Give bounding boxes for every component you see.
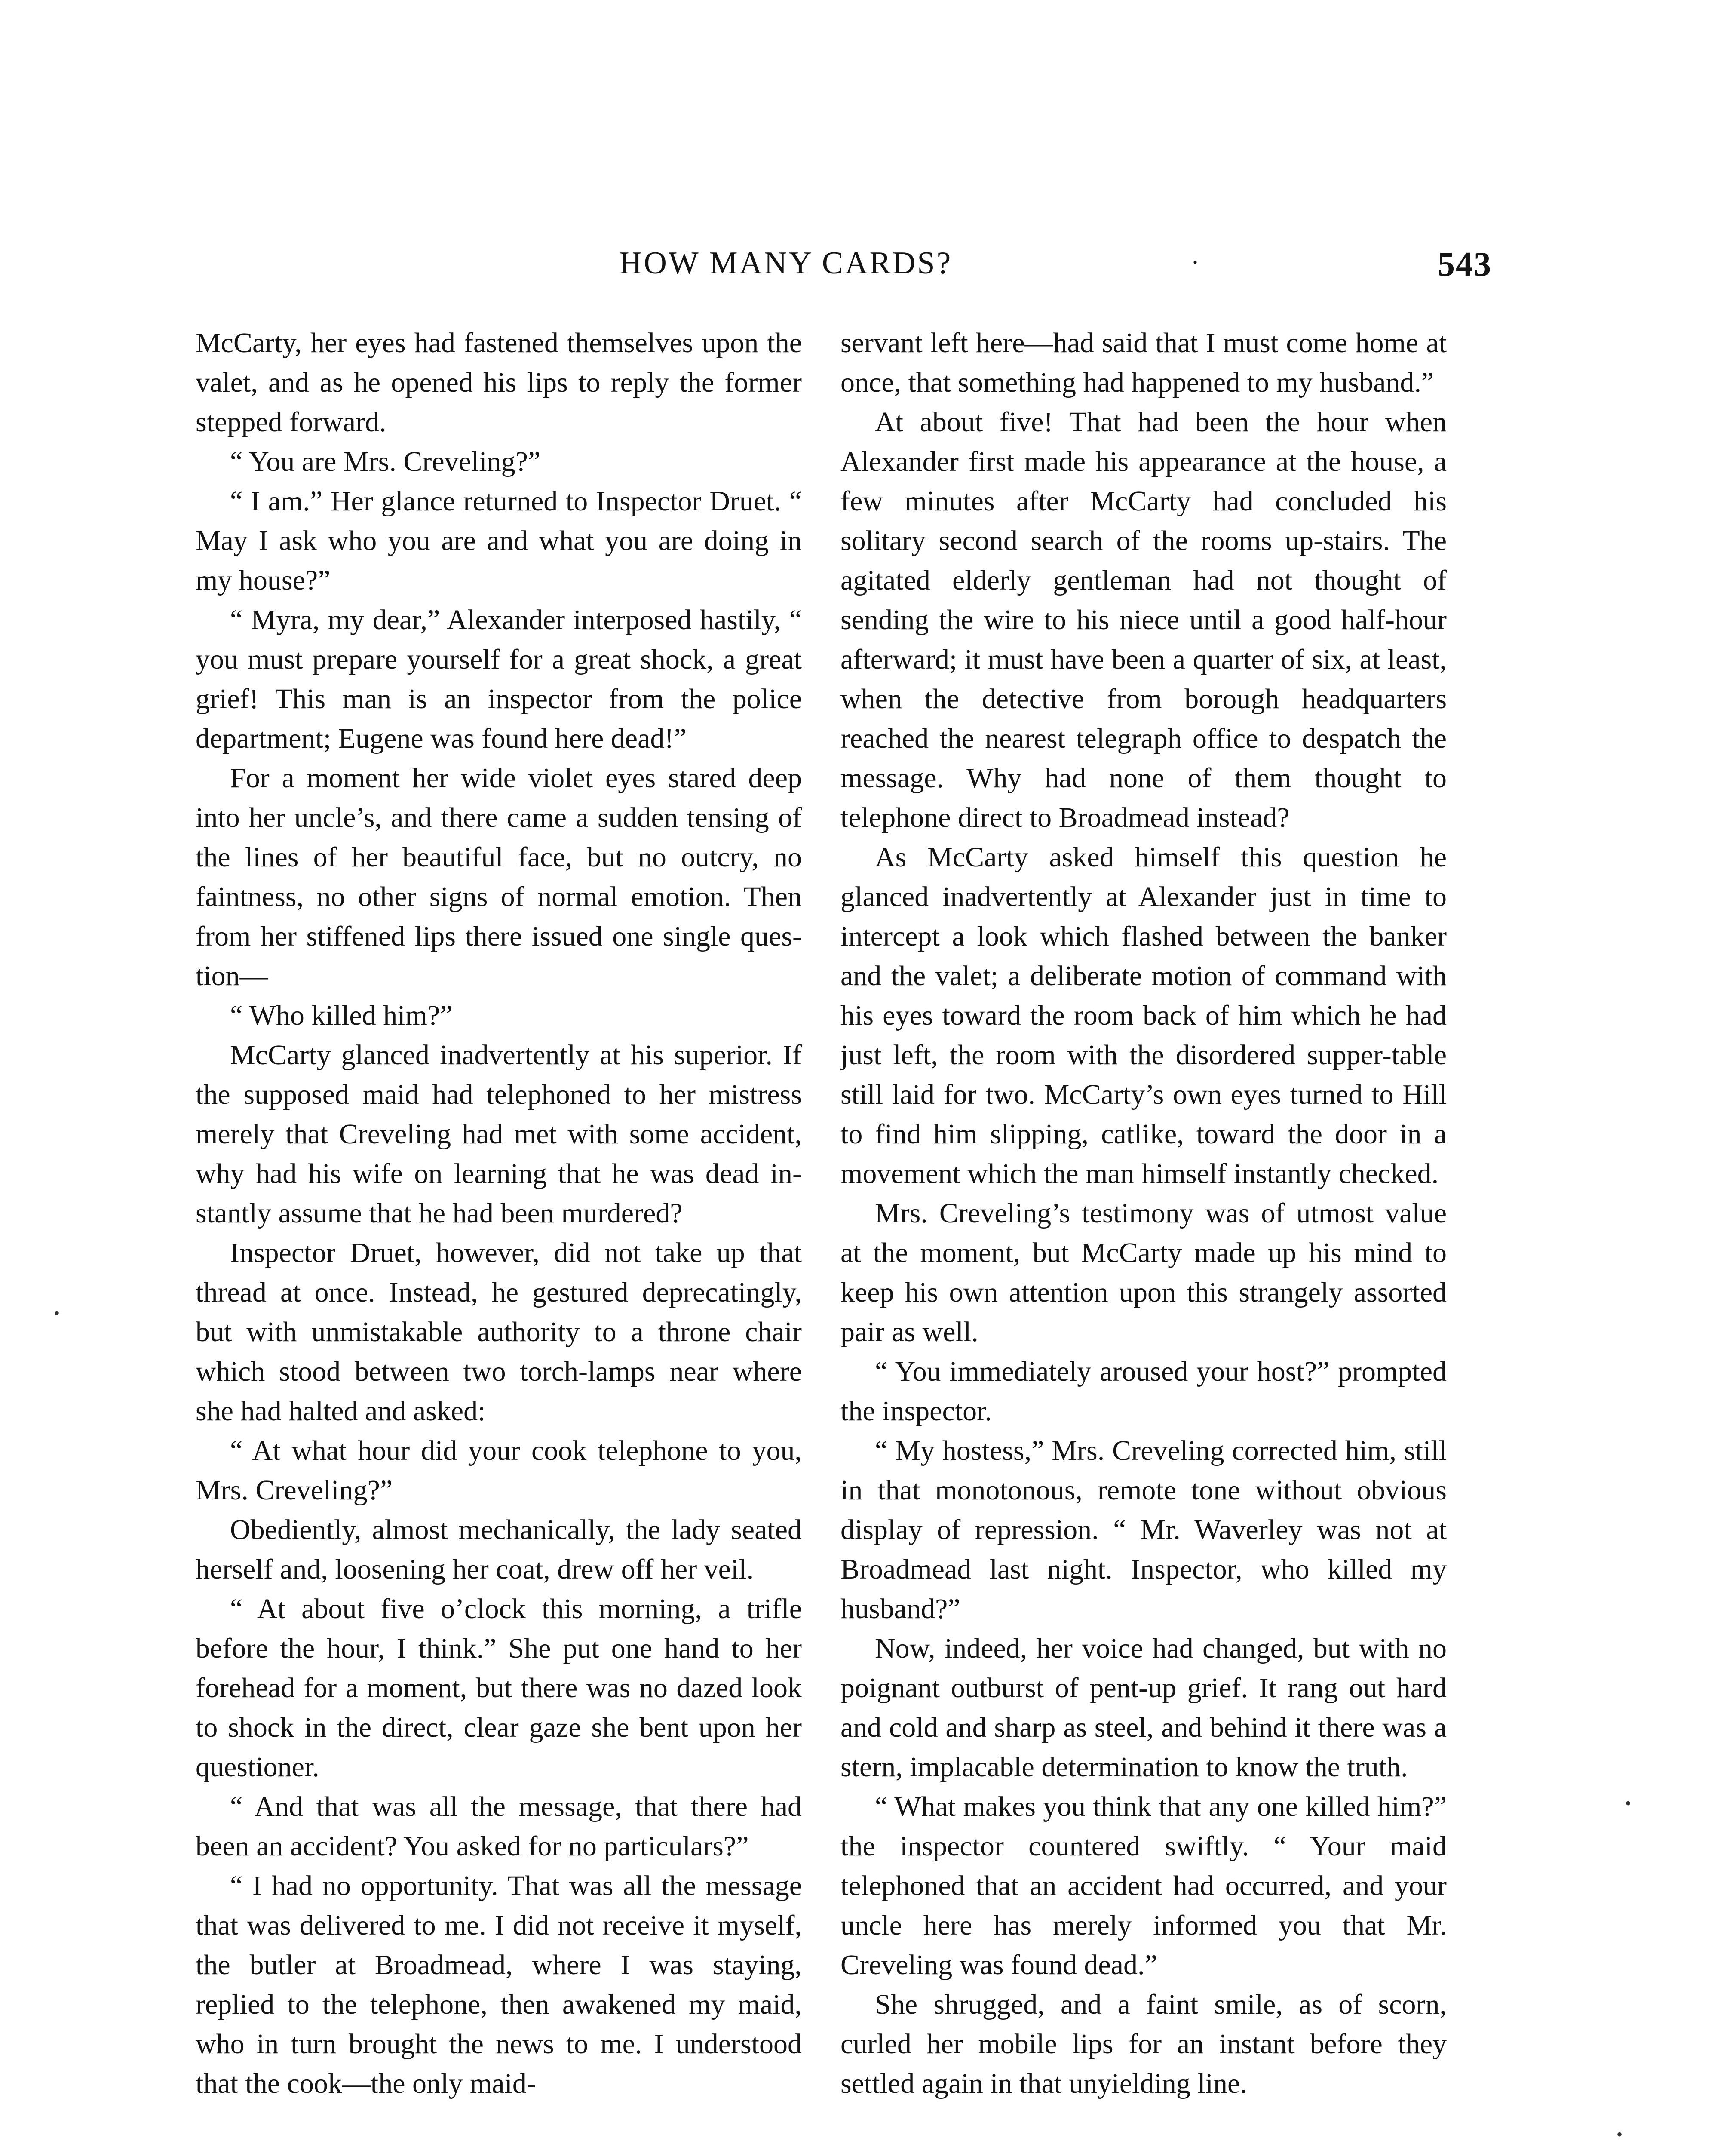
paragraph: Now, indeed, her voice had changed, but with no poignant outburst of pent-up grief. It rang out hard and cold and sharp as steel, and behind it there was a stern, implacable determination to know the truth. — [840, 1633, 1447, 1783]
paragraph: “ Myra, my dear,” Alexander interposed hastily, “ you must prepare yourself for a great shock, a great grief! This man is an inspector from the police department; Eugene was found here dead!” — [196, 604, 802, 754]
stray-ink-mark: • — [54, 1303, 60, 1323]
left-text-column — [196, 323, 802, 2150]
running-header — [619, 245, 1492, 297]
paragraph: “ I had no opportunity. That was all the message that was delivered to me. I did not receive it myself, the butler at Broadmead, where I was staying, replied to the telephone, then awakened my maid, who in turn brought the news to me. I understood that the cook—the only maid- — [196, 1870, 802, 2099]
paragraph: McCarty, her eyes had fastened themselves upon the valet, and as he opened his lips to reply the former stepped forward. — [196, 327, 802, 438]
paragraph: “ You immediately aroused your host?” prompted the inspector. — [840, 1356, 1447, 1427]
paragraph: As McCarty asked himself this question he glanced inadvertently at Alexander just in time to intercept a look which flashed between the banker and the valet; a deliberate motion of command with his eyes toward the room back of him which he had just left, the room with the disordered supper-table still laid for two. McCarty’s own eyes turned to Hill to find him slipping, catlike, toward the door in a movement which the man himself instantly checked. — [840, 842, 1447, 1189]
paragraph: She shrugged, and a faint smile, as of scorn, curled her mobile lips for an instant before they settled again in that unyielding line. — [840, 1989, 1447, 2099]
paragraph: “ What makes you think that any one killed him?” the inspector countered swiftly. “ Your maid telephoned that an accident had occurred, and your uncle here has merely informed you that Mr. Creveling was found dead.” — [840, 1791, 1447, 1981]
paragraph: “ I am.” Her glance returned to Inspector Druet. “ May I ask who you are and what you are doing in my house?” — [196, 485, 802, 596]
right-text-column — [840, 323, 1447, 2150]
paragraph: At about five! That had been the hour when Alexander first made his appearance at the house, a few minutes after McCarty had concluded his solitary second search of the rooms up-stairs. The agitated elderly gentleman had not thought of sending the wire to his niece until a good half-hour afterward; it must have been a quarter of six, at least, when the detective from borough headquarters reached the nearest telegraph office to despatch the message. Why had none of them thought to telephone direct to Broadmead instead? — [840, 406, 1447, 833]
paragraph: servant left here—had said that I must come home at once, that something had happened to my husband.” — [840, 327, 1447, 398]
paragraph: “ At what hour did your cook telephone to you, Mrs. Creveling?” — [196, 1435, 802, 1506]
page-number: 543 — [1438, 246, 1492, 283]
running-title: HOW MANY CARDS? — [619, 246, 953, 281]
paragraph: “ My hostess,” Mrs. Creveling corrected him, still in that monotonous, remote tone without obvious display of repression. “ Mr. Waverley was not at Broadmead last night. Inspector, who killed my husband?” — [840, 1435, 1447, 1625]
paragraph: McCarty glanced inadvertently at his superior. If the supposed maid had telephoned to her mistress merely that Creveling had met with some accident, why had his wife on learning that he was dead instantly assume that he had been murdered? — [196, 1039, 802, 1229]
paragraph: Inspector Druet, however, did not take up that thread at once. Instead, he gestured deprecatingly, but with unmistakable authority to a throne chair which stood between two torch-lamps near where she had halted and asked: — [196, 1237, 802, 1427]
paragraph: For a moment her wide violet eyes stared deep into her uncle’s, and there came a sudden tensing of the lines of her beautiful face, but no outcry, no faintness, no other signs of normal emotion. Then from her stiffened lips there issued one single question— — [196, 762, 802, 992]
paragraph: “ At about five o’clock this morning, a trifle before the hour, I think.” She put one hand to her forehead for a moment, but there was no dazed look to shock in the direct, clear gaze she bent upon her questioner. — [196, 1593, 802, 1783]
paragraph: “ Who killed him?” — [230, 1000, 453, 1031]
paragraph: Obediently, almost mechanically, the lady seated herself and, loosening her coat, drew off her veil. — [196, 1514, 802, 1585]
stray-ink-mark: • — [1625, 1794, 1632, 1813]
stray-ink-mark: • — [1616, 2125, 1623, 2144]
paragraph: “ And that was all the message, that there had been an accident? You asked for no particulars?” — [196, 1791, 802, 1862]
paragraph: “ You are Mrs. Creveling?” — [230, 446, 541, 477]
header-separator-dot: · — [1191, 248, 1199, 276]
paragraph: Mrs. Creveling’s testimony was of utmost value at the moment, but McCarty made up his mind to keep his own attention upon this strangely assorted pair as well. — [840, 1198, 1447, 1348]
